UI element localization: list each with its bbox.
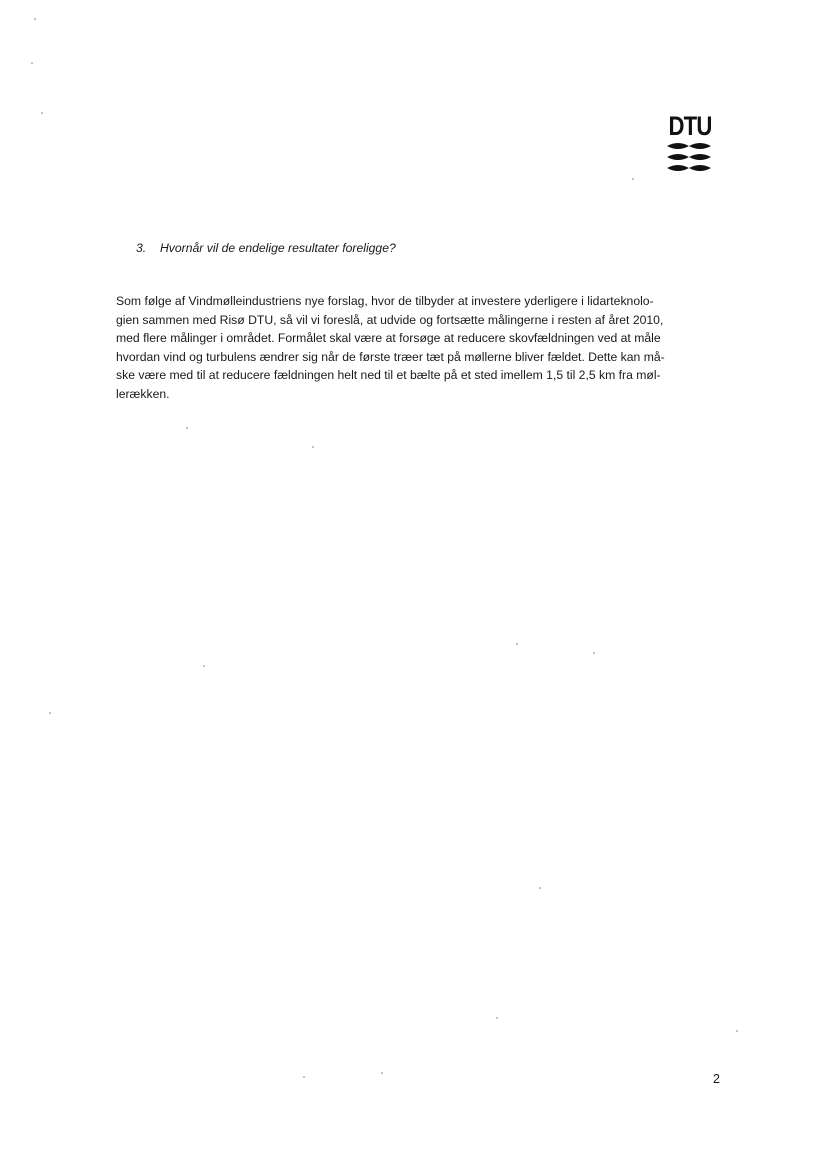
scan-speck [41,112,43,114]
scan-speck [496,1017,498,1019]
paragraph-line: med flere målinger i området. Formålet skal være at forsøge at reducere skovfældningen ved at måle [116,331,661,346]
scan-speck [516,643,518,645]
scan-speck [381,1072,383,1074]
scan-speck [49,712,51,714]
heading-number: 3. [136,241,147,255]
section-heading [136,240,396,256]
scan-speck [186,427,188,429]
scan-speck [203,665,205,667]
scan-speck [539,887,541,889]
dtu-logo [664,112,714,174]
scan-speck [312,446,314,448]
scan-speck [632,178,634,180]
scan-speck [303,1076,305,1078]
heading-text: Hvornår vil de endelige resultater foreligge? [160,241,396,255]
logo-text: DTU [668,111,712,141]
dtu-waves-logo-icon [667,141,711,173]
scan-speck [736,1030,738,1032]
scan-speck [34,18,36,20]
paragraph-line: gien sammen med Risø DTU, så vil vi foreslå, at udvide og fortsætte målingerne i resten af året 2010, [116,312,664,327]
paragraph-line: ske være med til at reducere fældningen helt ned til et bælte på et sted imellem 1,5 til 2,5 km fra møl- [116,368,661,383]
body-paragraph [116,292,716,404]
paragraph-line: hvordan vind og turbulens ændrer sig når de første træer tæt på møllerne bliver fældet. Dette kan må- [116,349,665,364]
scan-speck [31,62,33,64]
paragraph-line: lerækken. [116,386,170,401]
scan-speck [593,652,595,654]
page-number: 2 [713,1072,720,1086]
paragraph-line: Som følge af Vindmølleindustriens nye forslag, hvor de tilbyder at investere yderligere i lidarteknolo- [116,294,654,308]
